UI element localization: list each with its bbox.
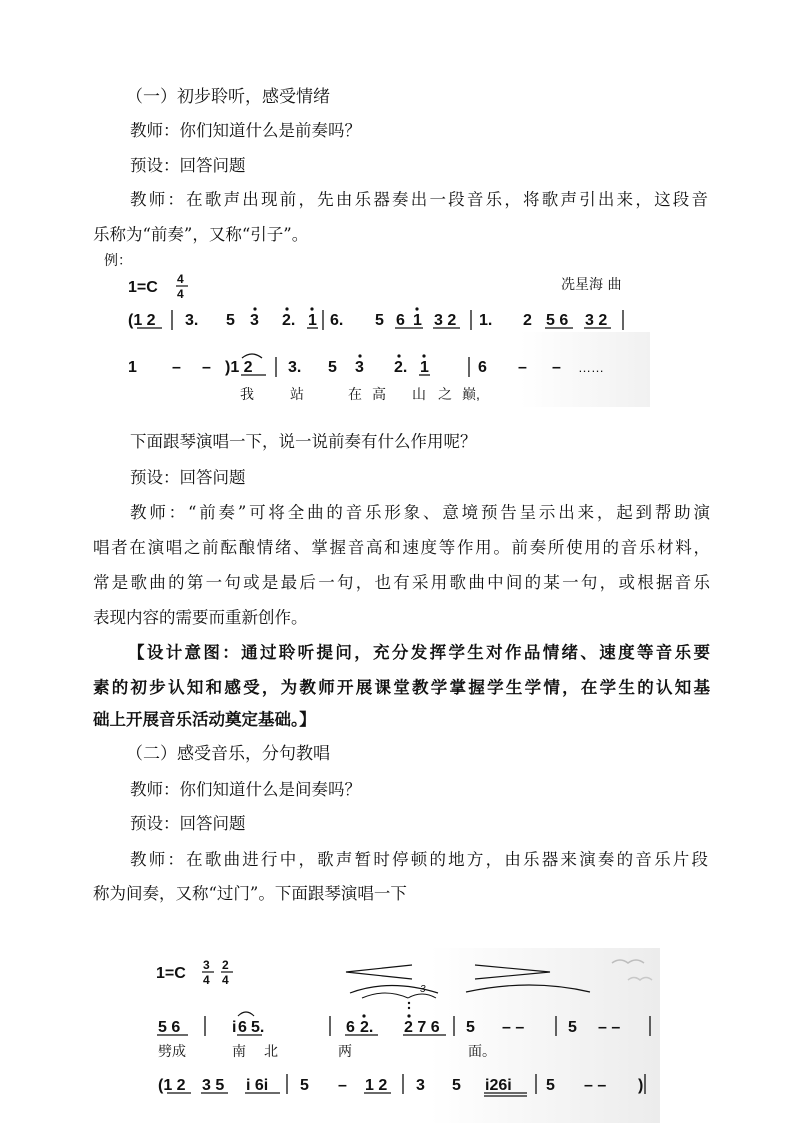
s1r1-note-10: 3 2 — [434, 312, 457, 329]
s1r1-note-4: 2. — [282, 312, 296, 329]
s2r2-note-0: (1 2 — [158, 1077, 186, 1094]
score-1-key: 1=C — [128, 279, 158, 296]
s2r2-note-4: – — [338, 1077, 347, 1094]
design-intent-line2: 素的初步认知和感受，为教师开展课堂教学掌握学生学情，在学生的认知基 — [93, 678, 710, 697]
s1r2-note-4: 3. — [288, 359, 302, 376]
section1-heading: （一）初步聆听，感受情绪 — [126, 87, 330, 107]
s1r2-note-9: 6 — [478, 359, 487, 376]
s1-lyric-0: 我 — [240, 386, 254, 402]
s1r1-note-0: (1 2 — [128, 312, 156, 329]
s2r1-note-2: 6 — [238, 1019, 247, 1036]
s2r1-note-0: 5 6 — [158, 1019, 181, 1036]
s1r2-note-8: 1 — [420, 359, 429, 376]
section1-explanation2-line3: 常是歌曲的第一句或是最后一句，也有采用歌曲中间的某一句，或根据音乐 — [93, 573, 710, 592]
s1-lyric-6: 巅, — [462, 386, 480, 402]
s2r2-note-6: 3 — [416, 1077, 425, 1094]
s2r1-note-6: 2 7 6 — [404, 1019, 440, 1036]
s2r1-note-10: – – — [598, 1019, 621, 1036]
section2-explanation-line1: 教师：在歌曲进行中，歌声暂时停顿的地方，由乐器来演奏的音乐片段 — [130, 850, 708, 869]
section1-explanation-line2: 乐称为“前奏”，又称“引子”。 — [93, 225, 309, 244]
s2r2-note-11: ) — [638, 1077, 644, 1094]
s2r1-note-8: – – — [502, 1019, 525, 1036]
s1r2-note-10: – — [518, 359, 527, 376]
section2-heading: （二）感受音乐，分句教唱 — [126, 744, 330, 764]
s1r2-note-5: 5 — [328, 359, 337, 376]
s1r2-note-1: – — [172, 359, 181, 376]
s2r2-note-5: 1 2 — [365, 1077, 388, 1094]
s1-lyric-1: 站 — [290, 386, 304, 402]
section1-preset-answer-2: 预设：回答问题 — [130, 468, 246, 487]
s1r1-note-12: 2 — [523, 312, 532, 329]
score-figure-2 — [150, 948, 660, 1123]
s2r2-note-9: 5 — [546, 1077, 555, 1094]
s1r1-note-9: 1 — [413, 312, 422, 329]
section1-explanation-line1: 教师：在歌声出现前，先由乐器奏出一段音乐，将歌声引出来，这段音 — [130, 190, 708, 209]
section2-explanation-line2: 称为间奏，又称“过门”。下面跟琴演唱一下 — [93, 884, 407, 903]
s2r1-note-5: 2. — [360, 1019, 374, 1036]
s1r2-note-2: – — [202, 359, 211, 376]
s1r1-note-3: 3 — [250, 312, 259, 329]
s1r2-note-0: 1 — [128, 359, 137, 376]
score-figure-1 — [100, 272, 650, 407]
s2-lyric-1: 南 — [232, 1043, 246, 1059]
score-1-time-bottom: 4 — [177, 287, 184, 301]
s1r1-note-7: 5 — [375, 312, 384, 329]
s2-lyric-3: 两 — [338, 1043, 352, 1059]
s1r1-note-2: 5 — [226, 312, 235, 329]
s1-lyric-5: 之 — [438, 386, 452, 402]
s1r1-note-14: 3 2 — [585, 312, 608, 329]
score-2-time2-top: 2 — [222, 958, 229, 972]
score-1-composer: 冼星海 曲 — [561, 277, 622, 293]
s1-lyric-3: 高 — [372, 386, 386, 402]
s1r2-note-3: )1 2 — [225, 359, 253, 376]
design-intent-line1: 【设计意图：通过聆听提问，充分发挥学生对作品情绪、速度等音乐要 — [128, 643, 710, 662]
score-1-svg — [100, 272, 650, 407]
section1-question: 教师：你们知道什么是前奏吗？ — [130, 121, 361, 140]
section1-preset-answer: 预设：回答问题 — [130, 156, 246, 175]
s2r1-note-9: 5 — [568, 1019, 577, 1036]
s2-lyric-2: 北 — [264, 1043, 278, 1059]
score-2-time1-top: 3 — [203, 958, 210, 972]
section2-question: 教师：你们知道什么是间奏吗？ — [130, 780, 361, 799]
s2r1-note-4: 6 — [346, 1019, 355, 1036]
s2r2-note-10: – – — [584, 1077, 607, 1094]
s2-lyric-0: 劈成 — [158, 1043, 186, 1059]
s2r1-note-7: 5 — [466, 1019, 475, 1036]
score-1-time-top: 4 — [177, 272, 184, 286]
s1-lyric-4: 山 — [412, 386, 426, 402]
example-label: 例： — [104, 253, 132, 269]
s1r1-note-11: 1. — [479, 312, 493, 329]
s2r2-note-8: i26i — [485, 1077, 512, 1094]
s1r2-note-12: …… — [578, 360, 604, 375]
design-intent-line3: 础上开展音乐活动奠定基础。】 — [93, 710, 316, 729]
section2-preset-answer: 预设：回答问题 — [130, 814, 246, 833]
s2r2-note-1: 3 5 — [202, 1077, 225, 1094]
s1r2-note-6: 3 — [355, 359, 364, 376]
follow-up-question: 下面跟琴演唱一下，说一说前奏有什么作用呢？ — [130, 432, 477, 451]
s1r1-note-1: 3. — [185, 312, 199, 329]
s1r1-note-8: 6 — [396, 312, 405, 329]
score-2-svg — [150, 948, 660, 1123]
s2r1-note-3: 5. — [251, 1019, 265, 1036]
triplet-mark: 3 — [420, 984, 426, 995]
section1-explanation2-line1: 教师：“前奏”可将全曲的音乐形象、意境预告呈示出来，起到帮助演 — [130, 503, 710, 522]
score-2-key: 1=C — [156, 965, 186, 982]
s1r2-note-7: 2. — [394, 359, 408, 376]
s1r1-note-5: 1 — [308, 312, 317, 329]
section1-explanation2-line4: 表现内容的需要而重新创作。 — [93, 608, 308, 627]
s2r2-note-3: 5 — [300, 1077, 309, 1094]
s2r2-note-7: 5 — [452, 1077, 461, 1094]
s1r1-note-6: 6. — [330, 312, 344, 329]
s2-lyric-4: 面。 — [468, 1043, 496, 1059]
s1-lyric-2: 在 — [348, 386, 362, 402]
s1r1-note-13: 5 6 — [546, 312, 569, 329]
score-2-time2-bottom: 4 — [222, 973, 229, 987]
score-2-time1-bottom: 4 — [203, 973, 210, 987]
s1r2-note-11: – — [552, 359, 561, 376]
s2r2-note-2: i 6i — [246, 1077, 269, 1094]
section1-explanation2-line2: 唱者在演唱之前酝酿情绪、掌握音高和速度等作用。前奏所使用的音乐材料， — [93, 538, 710, 557]
s2r1-note-1: i — [232, 1019, 237, 1036]
